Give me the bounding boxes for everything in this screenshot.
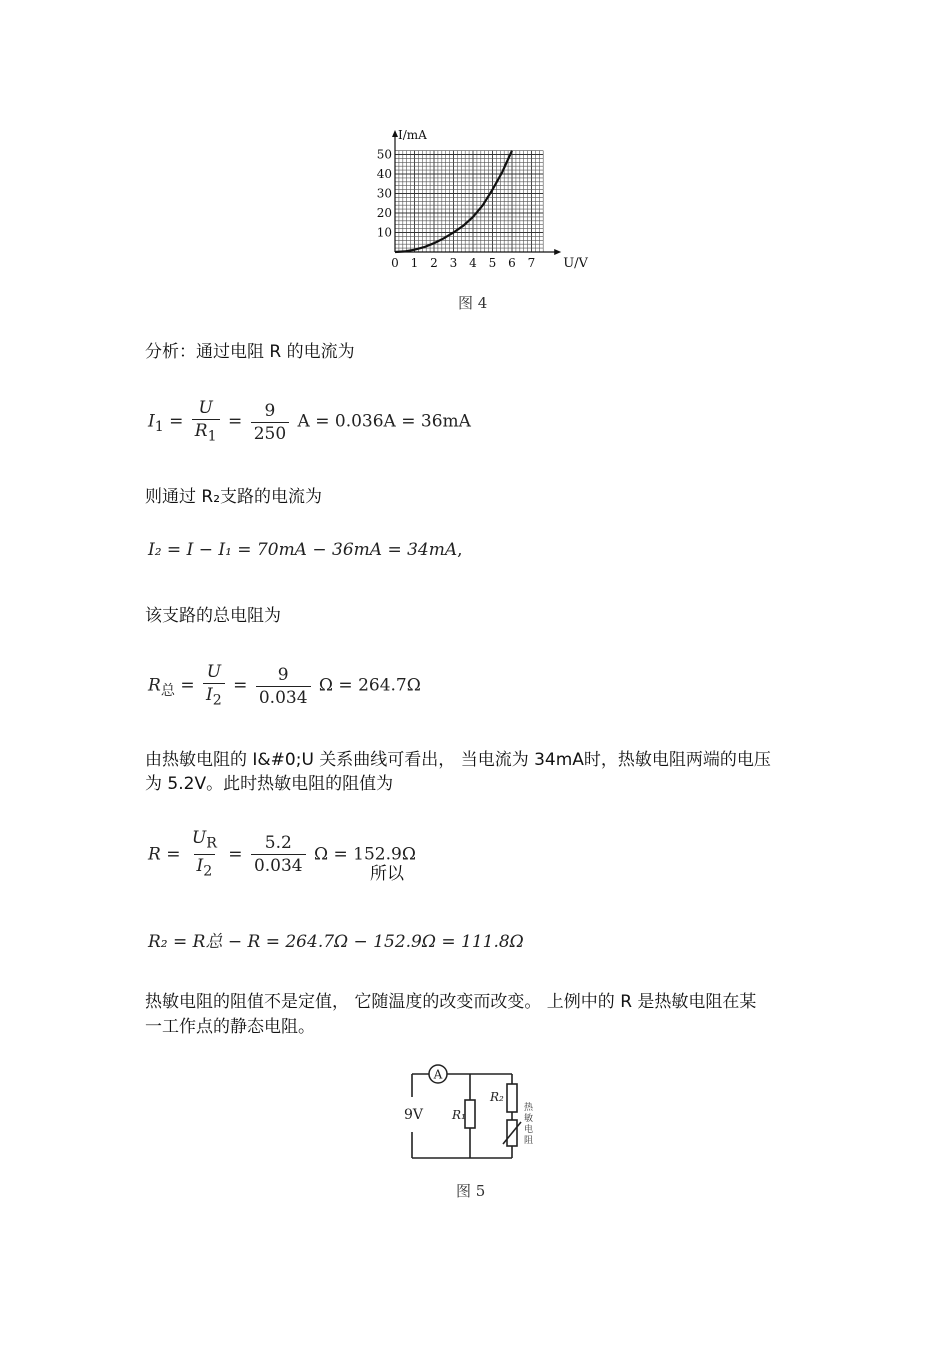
conclusion-paragraph-line1: 热敏电阻的阻值不是定值， 它随温度的改变而改变。 上例中的 R 是热敏电阻在某: [145, 992, 757, 1012]
therefore-text: 所以: [370, 864, 404, 884]
chart-x-label: U/V: [563, 256, 588, 271]
total-resistance-paragraph: 该支路的总电阻为: [145, 606, 281, 626]
x-tick-label: 0: [391, 256, 399, 270]
r1-label: R₁: [452, 1108, 466, 1122]
y-tick-label: 20: [376, 206, 392, 220]
thermistor-label-char: 阻: [524, 1136, 534, 1146]
source-voltage-label: 9V: [404, 1107, 424, 1123]
r2-label: R₂: [490, 1090, 504, 1104]
y-tick-label: 40: [376, 167, 392, 181]
eq4-fraction-values: $\frac{5.2}{0.034}$: [251, 833, 306, 876]
x-tick-label: 7: [527, 256, 536, 270]
thermistor-label: [524, 1101, 534, 1146]
y-tick-label: 50: [376, 147, 392, 162]
analysis-paragraph: 分析：通过电阻 R 的电流为: [145, 342, 355, 362]
y-tick-label: 30: [376, 186, 392, 201]
thermistor-label-char: 热: [524, 1103, 534, 1113]
x-tick-label: 6: [508, 256, 516, 270]
thermistor-label-char: 电: [524, 1125, 534, 1135]
thermistor-slash: [503, 1122, 521, 1144]
eq4-fraction-ur-i2: $\frac{U_R}{I_2}$: [191, 828, 217, 880]
resistor-r1: [465, 1100, 475, 1128]
x-tick-label: 3: [449, 256, 458, 270]
equation-r-thermistor: R = $\frac{U_R}{I_2}$ = $\frac{5.2}{0.034}$ Ω = 152.9Ω: [148, 828, 416, 880]
x-axis-arrow: [554, 249, 561, 255]
thermistor-label-char: 敏: [524, 1114, 534, 1124]
equation-i2: I₂ = I − I₁ = 70mA − 36mA = 34mA,: [148, 540, 463, 560]
equation-r-total: $R_总$ = $\frac{U}{I_2}$ = $\frac{9}{0.034}$ Ω = 264.7Ω: [148, 662, 421, 709]
thermistor-curve-paragraph-line2: 为 5.2V。此时热敏电阻的阻值为: [145, 774, 394, 794]
eq3-fraction-u-i2: $\frac{U}{I_2}$: [203, 662, 225, 710]
ammeter-label: A: [433, 1067, 443, 1082]
eq1-fraction-u-r1: $\frac{U}{R_1}$: [192, 398, 220, 446]
iu-chart: [372, 128, 588, 278]
x-tick-label: 4: [469, 256, 477, 270]
figure-4-caption: 图 4: [458, 294, 488, 312]
thermistor-curve-paragraph-line1: 由热敏电阻的 I&#0;U 关系曲线可看出， 当电流为 34mA时，热敏电阻两端的电压: [145, 750, 771, 770]
x-tick-label: 5: [488, 256, 497, 270]
eq1-lhs: I: [148, 411, 155, 432]
y-tick-label: 10: [376, 225, 392, 240]
equation-r2: R₂ = R总 − R = 264.7Ω − 152.9Ω = 111.8Ω: [148, 932, 524, 952]
conclusion-paragraph-line2: 一工作点的静态电阻。: [145, 1017, 315, 1037]
equation-i1: $I_1$ = $\frac{U}{R_1}$ = $\frac{9}{250}$ A = 0.036A = 36mA: [148, 398, 471, 445]
x-tick-label: 1: [410, 256, 419, 270]
eq3-fraction-values: $\frac{9}{0.034}$: [256, 665, 311, 708]
resistor-r2: [507, 1084, 517, 1112]
figure-5-caption: 图 5: [456, 1182, 486, 1200]
chart-grid: [395, 151, 543, 252]
chart-y-label: I/mA: [398, 128, 427, 142]
eq1-result: A = 0.036A = 36mA: [297, 411, 471, 432]
circuit-diagram: [400, 1062, 540, 1167]
r2-branch-paragraph: 则通过 R₂支路的电流为: [145, 487, 323, 507]
x-tick-label: 2: [430, 256, 438, 270]
eq1-fraction-values: $\frac{9}{250}$: [251, 401, 289, 444]
